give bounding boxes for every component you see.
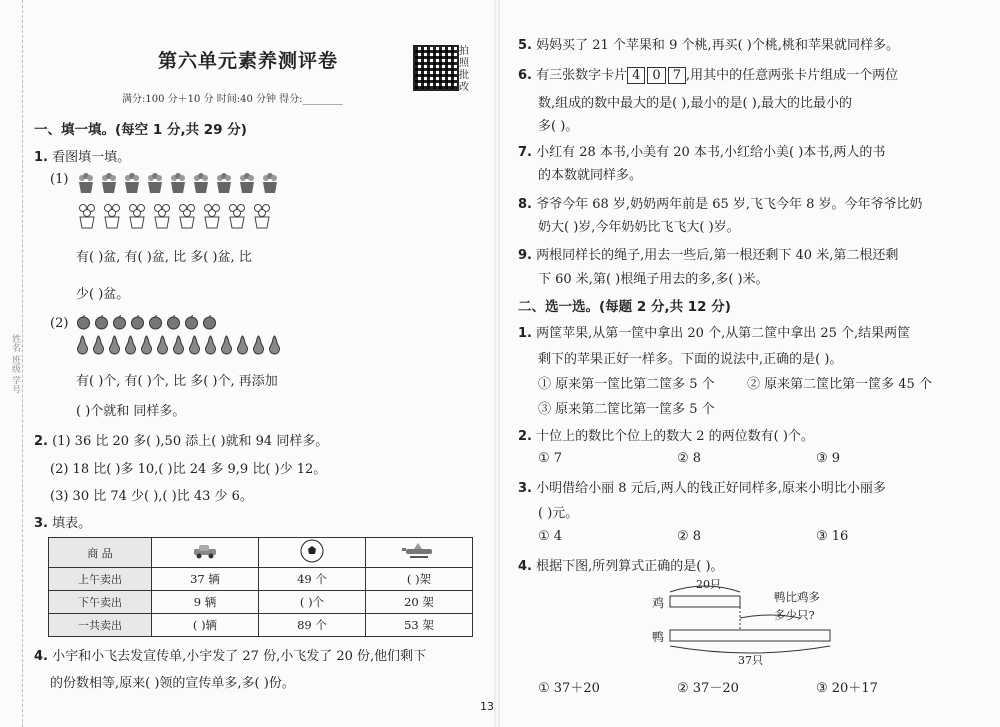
flowerpot-icon (168, 172, 188, 198)
flowerpot-white-icon (226, 203, 248, 233)
diagram-top-label: 20只 (696, 578, 721, 591)
flowerpot-icon (99, 172, 119, 198)
q1-p2-label: (2) (50, 316, 69, 331)
s2-q1: 1. 两筐苹果,从第一筐中拿出 20 个,从第二筐中拿出 25 个,结果两筐 (518, 326, 911, 341)
page-title: 第六单元素养测评卷 (158, 50, 339, 72)
pear-icon (156, 335, 169, 359)
pear-icon (252, 335, 265, 359)
pear-icon (204, 335, 217, 359)
flowerpot-icon (260, 172, 280, 198)
s2-q1-opt3[interactable]: ③ 原来第二筐比第一筐多 5 个 (538, 402, 715, 417)
q1-p2-line1: 有( )个, 有( )个, 比 多( )个, 再添加 (76, 374, 278, 389)
q9: 9. 两根同样长的绳子,用去一些后,第一根还剩下 40 米,第二根还剩 (518, 248, 899, 263)
pear-icon (108, 335, 121, 359)
row-label-total: 一共卖出 (49, 614, 152, 637)
row-label-am: 上午卖出 (49, 568, 152, 591)
table-cell: 53 架 (366, 614, 473, 637)
q6-line3: 多( )。 (538, 119, 579, 134)
table-cell[interactable]: ( )个 (259, 591, 366, 614)
flowerpot-row-2 (76, 203, 273, 233)
q7: 7. 小红有 28 本书,小美有 20 本书,小红给小美( )本书,两人的书 (518, 145, 886, 160)
s2-q4-opt3[interactable]: ③ 20＋17 (816, 681, 878, 696)
q8-line2: 奶大( )岁,今年奶奶比飞飞大( )岁。 (538, 220, 740, 235)
s2-q3-line2: ( )元。 (538, 506, 579, 521)
car-icon (152, 538, 259, 568)
card-4: 4 (627, 67, 645, 84)
q6-line2: 数,组成的数中最大的是( ),最小的是( ),最大的比最小的 (538, 96, 852, 111)
pear-row (76, 335, 281, 359)
row-label-pm: 下午卖出 (49, 591, 152, 614)
s2-q3-opt2[interactable]: ② 8 (677, 529, 702, 544)
s2-q4-opt2[interactable]: ② 37－20 (677, 681, 739, 696)
card-7: 7 (668, 67, 686, 84)
apple-icon (94, 315, 109, 334)
binding-margin: 姓名 班级 学号 (0, 0, 23, 727)
pear-icon (140, 335, 153, 359)
chicken-bar (670, 596, 740, 607)
table-cell: 49 个 (259, 568, 366, 591)
table-cell[interactable]: ( )辆 (152, 614, 259, 637)
apple-icon (202, 315, 217, 334)
s2-q4: 4. 根据下图,所列算式正确的是( )。 (518, 559, 724, 574)
diagram-bottom-label: 37只 (738, 654, 763, 667)
pear-icon (92, 335, 105, 359)
flowerpot-white-icon (101, 203, 123, 233)
q9-line2: 下 60 米,第( )根绳子用去的多,多( )米。 (538, 272, 769, 287)
pear-icon (268, 335, 281, 359)
s2-q2-opt3[interactable]: ③ 9 (816, 451, 841, 466)
flowerpot-icon (76, 172, 96, 198)
apple-icon (76, 315, 91, 334)
ball-icon (259, 538, 366, 568)
q6: 6. 有三张数字卡片 4 0 7 ,用其中的任意两张卡片组成一个两位 (518, 68, 899, 83)
s2-q2-opt1[interactable]: ① 7 (538, 451, 563, 466)
flowerpot-white-icon (151, 203, 173, 233)
pear-icon (124, 335, 137, 359)
apple-icon (148, 315, 163, 334)
apple-icon (112, 315, 127, 334)
apple-icon (130, 315, 145, 334)
score-meta: 满分:100 分＋10 分 时间:40 分钟 得分:________ (122, 94, 343, 105)
apple-icon (166, 315, 181, 334)
pear-icon (188, 335, 201, 359)
flowerpot-icon (122, 172, 142, 198)
s2-q2-opt2[interactable]: ② 8 (677, 451, 702, 466)
flowerpot-white-icon (76, 203, 98, 233)
q1-label: 1. 看图填一填。 (34, 150, 131, 165)
s2-q3: 3. 小明借给小丽 8 元后,两人的钱正好同样多,原来小明比小丽多 (518, 481, 886, 496)
line-segment-diagram (650, 578, 860, 668)
qr-label: 拍照批改 (459, 46, 469, 93)
pear-icon (76, 335, 89, 359)
duck-label: 鸭 (652, 630, 665, 644)
q5: 5. 妈妈买了 21 个苹果和 9 个桃,再买( )个桃,桃和苹果就同样多。 (518, 38, 900, 53)
card-0: 0 (647, 67, 665, 84)
flowerpot-icon (145, 172, 165, 198)
table-cell[interactable]: ( )架 (366, 568, 473, 591)
table-cell: 20 架 (366, 591, 473, 614)
q7-line2: 的本数就同样多。 (538, 168, 643, 183)
flowerpot-icon (214, 172, 234, 198)
s2-q1-line2: 剩下的苹果正好一样多。下面的说法中,正确的是( )。 (538, 352, 843, 367)
q2-line3: (3) 30 比 74 少( ),( )比 43 少 6。 (50, 489, 253, 504)
flowerpot-icon (237, 172, 257, 198)
apple-icon (184, 315, 199, 334)
flowerpot-white-icon (201, 203, 223, 233)
q1-p2-line2: ( )个就和 同样多。 (76, 404, 186, 419)
qr-code-icon[interactable] (413, 45, 459, 91)
s2-q1-opt1[interactable]: ① 原来第一筐比第二筐多 5 个 (538, 377, 715, 392)
q4-line2: 的份数相等,原来( )领的宣传单多,多( )份。 (50, 676, 295, 691)
pear-icon (172, 335, 185, 359)
section2-heading: 二、选一选。(每题 2 分,共 12 分) (518, 299, 731, 315)
question-label-1: 鸭比鸡多 (774, 590, 820, 604)
q4: 4. 小宇和小飞去发宣传单,小宇发了 27 份,小飞发了 20 份,他们剩下 (34, 649, 427, 664)
q1-p1-label: (1) (50, 172, 69, 187)
s2-q1-opt2[interactable]: ② 原来第二筐比第一筐多 45 个 (747, 377, 932, 392)
question-label-2: 多少只? (774, 608, 815, 622)
duck-bar (670, 630, 830, 641)
chicken-label: 鸡 (652, 596, 665, 610)
flowerpot-white-icon (126, 203, 148, 233)
flowerpot-icon (191, 172, 211, 198)
flowerpot-row-1 (76, 172, 280, 198)
flowerpot-white-icon (176, 203, 198, 233)
table-cell: 9 辆 (152, 591, 259, 614)
apple-row (76, 315, 217, 334)
flowerpot-white-icon (251, 203, 273, 233)
q1-p1-line2: 少( )盆。 (76, 287, 130, 302)
s2-q4-opt1[interactable]: ① 37＋20 (538, 681, 600, 696)
table-cell: 37 辆 (152, 568, 259, 591)
s2-q3-opt3[interactable]: ③ 16 (816, 529, 849, 544)
section1-heading: 一、填一填。(每空 1 分,共 29 分) (34, 122, 247, 138)
table-cell: 89 个 (259, 614, 366, 637)
q8: 8. 爷爷今年 68 岁,奶奶两年前是 65 岁,飞飞今年 8 岁。今年爷爷比奶 (518, 197, 923, 212)
page-gutter (494, 0, 500, 727)
plane-icon (366, 538, 473, 568)
q2: 2. (1) 36 比 20 多( ),50 添上( )就和 94 同样多。 (34, 434, 329, 449)
q3: 3. 填表。 (34, 516, 92, 531)
sales-table (48, 537, 473, 637)
q2-line2: (2) 18 比( )多 10,( )比 24 多 9,9 比( )少 12。 (50, 462, 327, 477)
table-header: 商 品 (49, 538, 152, 568)
s2-q2: 2. 十位上的数比个位上的数大 2 的两位数有( )个。 (518, 429, 814, 444)
pear-icon (220, 335, 233, 359)
page-number: 13 (480, 700, 494, 713)
pear-icon (236, 335, 249, 359)
q1-p1-line1: 有( )盆, 有( )盆, 比 多( )盆, 比 (76, 250, 252, 265)
s2-q3-opt1[interactable]: ① 4 (538, 529, 563, 544)
